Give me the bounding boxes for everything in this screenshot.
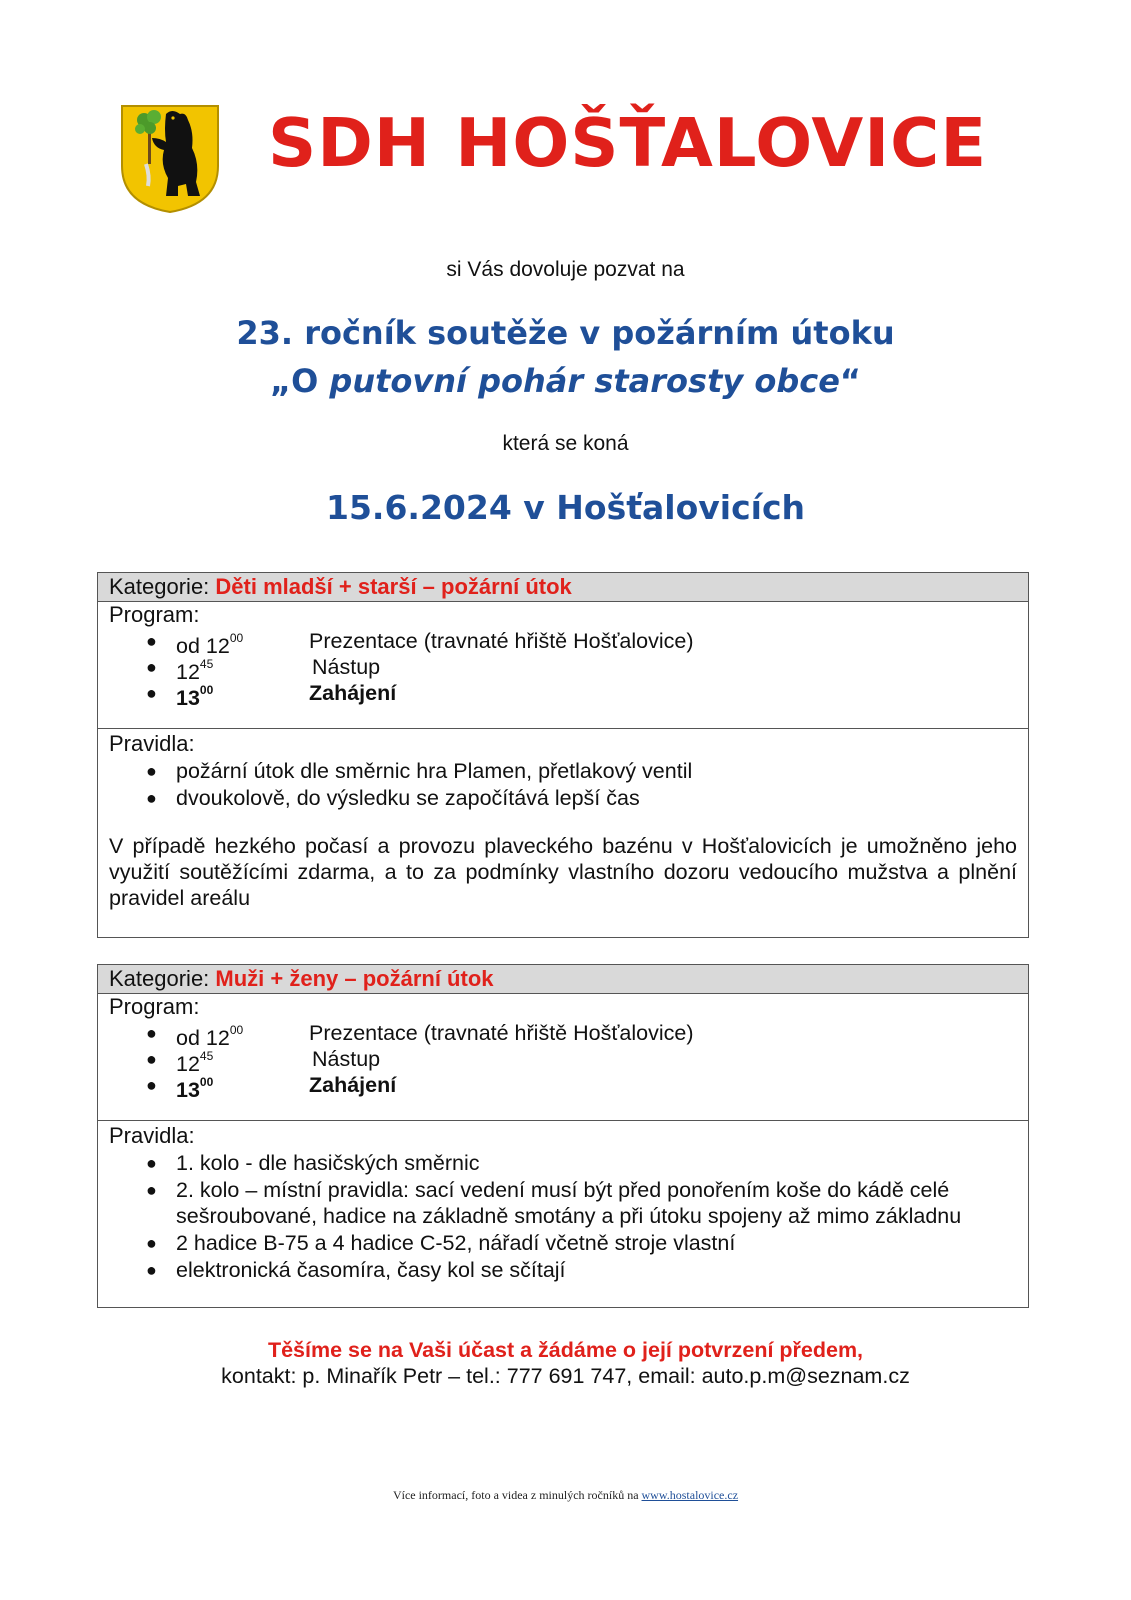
confirmation-request: Těšíme se na Vaši účast a žádáme o její potvrzení předem, — [267, 1338, 864, 1362]
rule-item: ● požární útok dle směrnic hra Plamen, přetlakový ventil — [146, 759, 693, 783]
program-section — [98, 994, 1028, 1120]
held-text: která se koná — [502, 432, 629, 455]
rules-section — [98, 1121, 1028, 1283]
rule-item: ● 2 hadice B-75 a 4 hadice C-52, nářadí včetně stroje vlastní — [146, 1231, 736, 1255]
event-subtitle: „O putovní pohár starosty obce“ — [270, 362, 861, 400]
rule-item: ● dvoukolově, do výsledku se započítává lepší čas — [146, 786, 640, 810]
category-box-adults — [97, 964, 1029, 1308]
contact-info: kontakt: p. Minařík Petr – tel.: 777 691 747, email: auto.p.m@seznam.cz — [221, 1364, 910, 1388]
rule-item: ● 2. kolo – místní pravidla: sací vedení musí být před ponořením koše do kádě celé sešroubované, hadice na základně smotány a při útoku spojeny až mimo základnu — [146, 1178, 962, 1228]
category-header: Kategorie: Muži + ženy – požární útok — [98, 965, 1028, 994]
website-link[interactable]: www.hostalovice.cz — [641, 1488, 739, 1502]
event-date: 15.6.2024 v Hošťalovicích — [326, 488, 805, 527]
invite-text: si Vás dovoluje pozvat na — [446, 258, 685, 281]
program-item: ● $12^{45}$ Nástup — [146, 655, 381, 685]
pool-note: V případě hezkého počasí a provozu plaveckého bazénu v Hošťalovicích je umožněno jeho využití soutěžícími zdarma, a to za podmínky vlastního dozoru vedoucího mužstva a plnění pravidel areálu — [109, 834, 1017, 910]
program-item: ● $13^{00}$ Zahájení — [146, 681, 397, 711]
category-box-children — [97, 572, 1029, 938]
event-title: 23. ročník soutěže v požárním útoku — [236, 314, 895, 352]
rule-item: ● elektronická časomíra, časy kol se sčítají — [146, 1258, 566, 1282]
program-item: ● $12^{45}$ Nástup — [146, 1047, 381, 1077]
rule-item: ● 1. kolo - dle hasičských směrnic — [146, 1151, 480, 1175]
rules-title: Pravidla: — [109, 1123, 195, 1148]
program-item: ● $13^{00}$ Zahájení — [146, 1073, 397, 1103]
category-header: Kategorie: Děti mladší + starší – požární útok — [98, 573, 1028, 602]
more-info: Více informací, foto a videa z minulých ročníků na www.hostalovice.cz — [392, 1488, 739, 1502]
org-title: SDH HOŠŤALOVICE — [268, 104, 988, 182]
program-title: Program: — [109, 602, 200, 627]
coat-of-arms-bear-icon — [120, 104, 220, 214]
program-item: ● od $12^{00}$ Prezentace (travnaté hřiště Hošťalovice) — [146, 1021, 694, 1051]
rules-section — [98, 729, 1028, 911]
rules-title: Pravidla: — [109, 731, 195, 756]
program-title: Program: — [109, 994, 200, 1019]
program-section — [98, 602, 1028, 728]
program-item: ● od $12^{00}$ Prezentace (travnaté hřiště Hošťalovice) — [146, 629, 694, 659]
